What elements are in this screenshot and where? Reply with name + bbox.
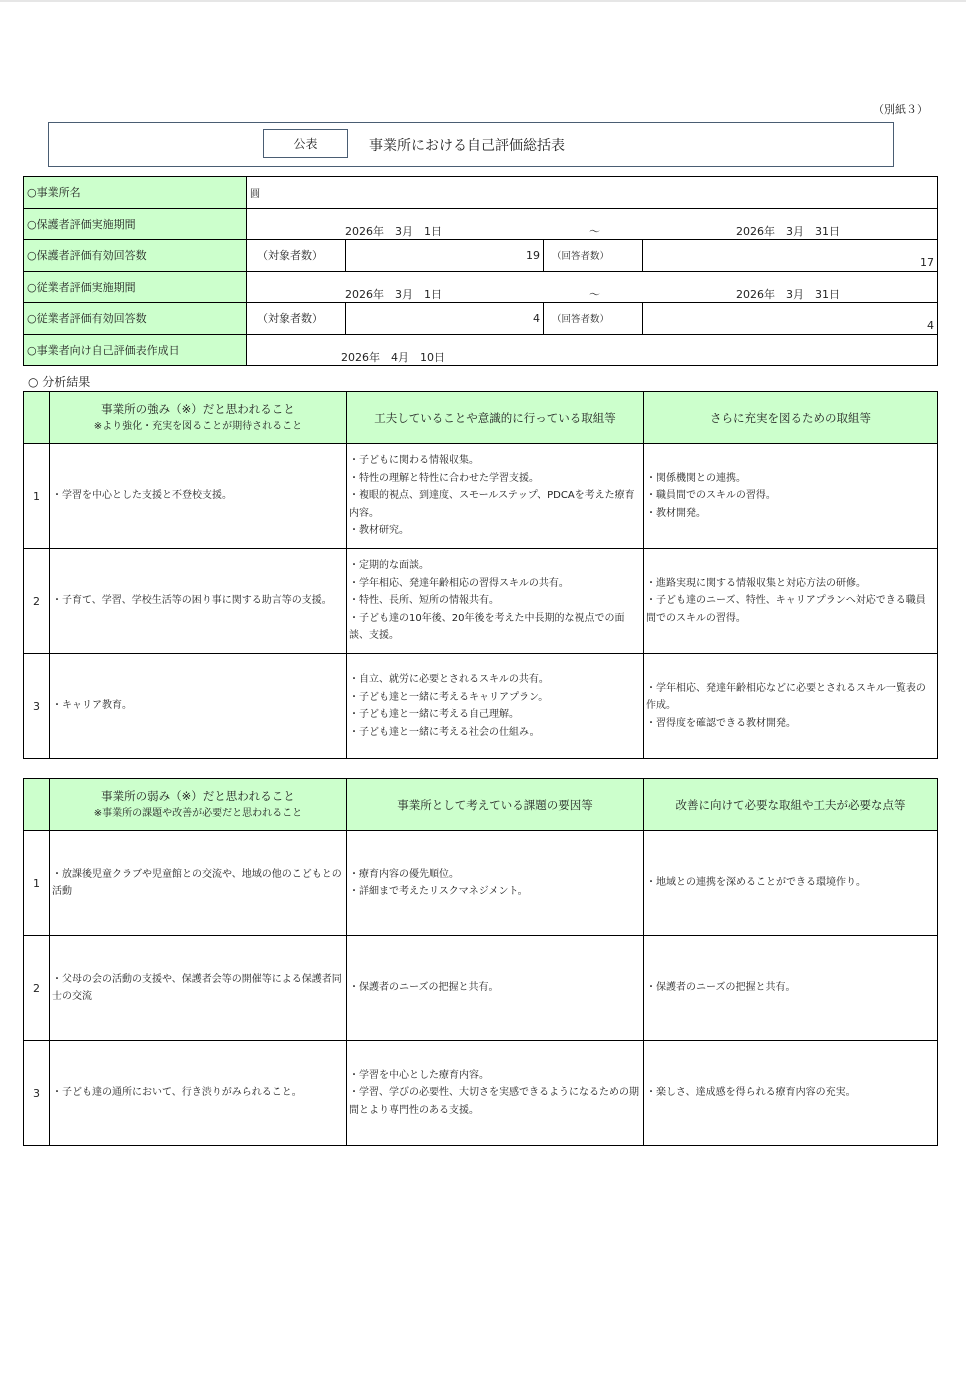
weaknesses-col1-cell bbox=[50, 831, 347, 936]
bullet-text: ・特性の理解と特性に合わせた学習支援。 bbox=[349, 472, 539, 484]
staff-answers-row bbox=[24, 303, 938, 335]
guardian-period-value bbox=[247, 208, 938, 240]
weaknesses-header-sub: ※事業所の課題や改善が必要だと思われること bbox=[93, 807, 303, 819]
strengths-col3-cell bbox=[644, 549, 938, 654]
created-date-label: ○事業者向け自己評価表作成日 bbox=[24, 334, 247, 366]
weaknesses-row bbox=[24, 1041, 938, 1146]
bullet-text: ・教材開発。 bbox=[646, 507, 706, 519]
staff-respondent-label: （回答者数） bbox=[544, 303, 643, 335]
bullet-text: ・定期的な面談。 bbox=[349, 560, 429, 572]
bullet-text: ・療育内容の優先順位。 bbox=[349, 868, 459, 880]
strengths-col2-cell bbox=[347, 654, 644, 759]
row-number: 1 bbox=[24, 831, 50, 936]
strengths-col1-cell bbox=[50, 549, 347, 654]
top-border bbox=[0, 0, 966, 2]
bullet-text: ・関係機関との連携。 bbox=[646, 472, 746, 484]
bullet-text: ・子ども達と一緒に考える自己理解。 bbox=[349, 709, 519, 720]
bullet-text: ・教材研究。 bbox=[349, 525, 409, 537]
row-number: 1 bbox=[24, 444, 50, 549]
guardian-target-label: （対象者数） bbox=[247, 240, 346, 272]
bullet-text: ・父母の会の活動の支援や、保護者会等の開催等による保護者同士の交流 bbox=[52, 973, 342, 1002]
weaknesses-col3-cell bbox=[644, 936, 938, 1041]
strengths-col1-cell bbox=[50, 444, 347, 549]
strengths-col2-cell bbox=[347, 444, 644, 549]
office-name-value: 圓 bbox=[247, 177, 938, 209]
strengths-header-sub: ※より強化・充実を図ることが期待されること bbox=[93, 420, 303, 432]
bullet-text: ・キャリア教育。 bbox=[52, 700, 132, 712]
staff-target-label: （対象者数） bbox=[247, 303, 346, 335]
strengths-col1-cell bbox=[50, 654, 347, 759]
bullet-text: ・進路実現に関する情報収集と対応方法の研修。 bbox=[646, 577, 866, 589]
staff-period-label: ○従業者評価実施期間 bbox=[24, 271, 247, 303]
guardian-answers-label: ○保護者評価有効回答数 bbox=[24, 240, 247, 272]
bullet-text: ・子ども達の10年後、20年後を考えた中長期的な視点での面談、支援。 bbox=[349, 612, 625, 642]
info-table bbox=[23, 176, 938, 366]
weaknesses-col3-cell bbox=[644, 1041, 938, 1146]
bullet-text: ・学年相応、発達年齢相応の習得スキルの共有。 bbox=[349, 577, 569, 589]
weaknesses-row bbox=[24, 831, 938, 936]
staff-period-value bbox=[247, 271, 938, 303]
weaknesses-col1-cell bbox=[50, 936, 347, 1041]
weaknesses-row bbox=[24, 936, 938, 1041]
bullet-text: ・特性、長所、短所の情報共有。 bbox=[349, 595, 499, 607]
weaknesses-col1-cell bbox=[50, 1041, 347, 1146]
row-number: 3 bbox=[24, 654, 50, 759]
strengths-row bbox=[24, 444, 938, 549]
strengths-row bbox=[24, 654, 938, 759]
staff-period-separator: ～ bbox=[589, 287, 600, 301]
bullet-text: ・複眼的視点、到達度、スモールステップ、PDCAを考えた療育内容。 bbox=[349, 490, 635, 519]
guardian-period-label: ○保護者評価実施期間 bbox=[24, 208, 247, 240]
strengths-col2-cell bbox=[347, 549, 644, 654]
strengths-table bbox=[23, 391, 938, 759]
guardian-answers-row bbox=[24, 240, 938, 272]
bullet-text: ・保護者のニーズの把握と共有。 bbox=[646, 982, 796, 994]
strengths-header-row bbox=[24, 392, 938, 444]
created-date-value: 2026年 4月 10日 bbox=[341, 350, 445, 364]
bullet-text: ・学習を中心とした療育内容。 bbox=[349, 1069, 489, 1081]
bullet-text: ・保護者のニーズの把握と共有。 bbox=[349, 982, 499, 994]
strengths-row bbox=[24, 549, 938, 654]
improvement-header: 改善に向けて必要な取組や工夫が必要な点等 bbox=[644, 779, 938, 831]
weaknesses-header bbox=[50, 779, 347, 831]
efforts-header: 工夫していることや意識的に行っている取組等 bbox=[347, 392, 644, 444]
row-number: 3 bbox=[24, 1041, 50, 1146]
strengths-header-main: 事業所の強み（※）だと思われること bbox=[101, 401, 295, 416]
weaknesses-table bbox=[23, 778, 938, 1146]
strengths-header bbox=[50, 392, 347, 444]
guardian-period-start: 2026年 3月 1日 bbox=[345, 224, 442, 238]
number-header bbox=[24, 392, 50, 444]
strengths-col3-cell bbox=[644, 444, 938, 549]
bullet-text: ・習得度を確認できる教材開発。 bbox=[646, 717, 796, 729]
bullet-text: ・職員間でのスキルの習得。 bbox=[646, 490, 776, 502]
further-improvement-header: さらに充実を図るための取組等 bbox=[644, 392, 938, 444]
weaknesses-header-row bbox=[24, 779, 938, 831]
page-title: 事業所における自己評価総括表 bbox=[369, 138, 565, 154]
bullet-text: ・子ども達と一緒に考えるキャリアプラン。 bbox=[349, 691, 549, 703]
weaknesses-col2-cell bbox=[347, 831, 644, 936]
bullet-text: ・学年相応、発達年齢相応などに必要とされるスキル一覧表の作成。 bbox=[646, 682, 926, 712]
weaknesses-col3-cell bbox=[644, 831, 938, 936]
office-name-label: ○事業所名 bbox=[24, 177, 247, 209]
bullet-text: ・子どもに関わる情報収集。 bbox=[349, 455, 479, 467]
number-header bbox=[24, 779, 50, 831]
created-date-row bbox=[24, 334, 938, 366]
bullet-text: ・自立、就労に必要とされるスキルの共有。 bbox=[349, 674, 549, 685]
staff-respondent-value: 4 bbox=[643, 303, 938, 335]
bullet-text: ・子ども達のニーズ、特性、キャリアプランへ対応できる職員間でのスキルの習得。 bbox=[646, 595, 926, 624]
guardian-period-row bbox=[24, 208, 938, 240]
staff-period-row bbox=[24, 271, 938, 303]
cause-header: 事業所として考えている課題の要因等 bbox=[347, 779, 644, 831]
strengths-col3-cell bbox=[644, 654, 938, 759]
guardian-respondent-value: 17 bbox=[643, 240, 938, 272]
guardian-period-separator: ～ bbox=[589, 224, 600, 238]
office-name-row bbox=[24, 177, 938, 209]
bullet-text: ・地域との連携を深めることができる環境作り。 bbox=[646, 877, 866, 889]
staff-target-value: 4 bbox=[346, 303, 544, 335]
weaknesses-col2-cell bbox=[347, 936, 644, 1041]
bullet-text: ・楽しさ、達成感を得られる療育内容の充実。 bbox=[646, 1087, 856, 1099]
guardian-respondent-label: （回答者数） bbox=[544, 240, 643, 272]
row-number: 2 bbox=[24, 549, 50, 654]
bullet-text: ・子ども達の通所において、行き渋りがみられること。 bbox=[52, 1087, 302, 1099]
weaknesses-header-main: 事業所の弱み（※）だと思われること bbox=[101, 788, 295, 803]
staff-period-start: 2026年 3月 1日 bbox=[345, 287, 442, 301]
bullet-text: ・子ども達と一緒に考える社会の仕組み。 bbox=[349, 726, 540, 738]
row-number: 2 bbox=[24, 936, 50, 1041]
analysis-section-title: ○ 分析結果 bbox=[28, 375, 91, 389]
created-date-cell bbox=[247, 334, 938, 366]
public-badge: 公表 bbox=[263, 129, 348, 158]
guardian-period-end: 2026年 3月 31日 bbox=[736, 224, 840, 238]
staff-answers-label: ○従業者評価有効回答数 bbox=[24, 303, 247, 335]
weaknesses-col2-cell bbox=[347, 1041, 644, 1146]
bullet-text: ・学習を中心とした支援と不登校支援。 bbox=[52, 490, 232, 502]
guardian-target-value: 19 bbox=[346, 240, 544, 272]
bullet-text: ・学習、学びの必要性、大切さを実感できるようになるための期間とより専門性のある支援。 bbox=[349, 1087, 639, 1116]
bullet-text: ・放課後児童クラブや児童館との交流や、地域の他のこどもとの活動 bbox=[52, 868, 342, 897]
bullet-text: ・子育て、学習、学校生活等の困り事に関する助言等の支援。 bbox=[52, 595, 332, 607]
attachment-label: （別紙３） bbox=[873, 103, 928, 116]
staff-period-end: 2026年 3月 31日 bbox=[736, 287, 840, 301]
bullet-text: ・詳細まで考えたリスクマネジメント。 bbox=[349, 886, 528, 897]
